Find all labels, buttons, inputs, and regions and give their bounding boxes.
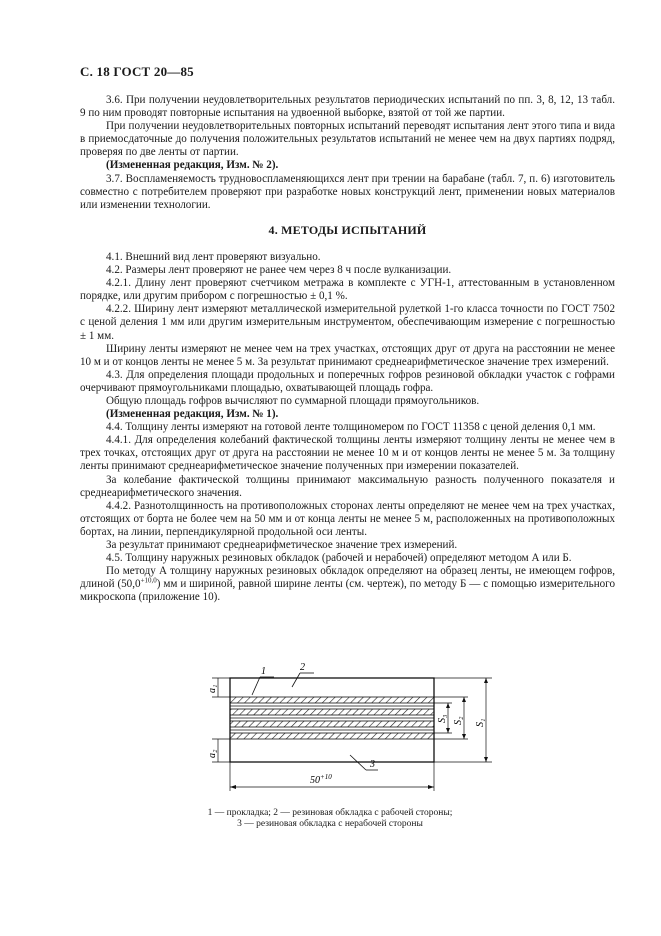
paragraph-3-7: 3.7. Воспламеняемость трудновоспламеняющихся лент при трении на барабане (табл. 7, п. 6) изготовитель совместно с потребителем проверяют при разработке новых конструкций лент, применении новых материалов или изменении технологии.	[80, 172, 615, 211]
paragraph-4-1: 4.1. Внешний вид лент проверяют визуально.	[106, 250, 321, 263]
dimension-a2: a₂	[207, 749, 218, 758]
dimension-length-tolerance: +10	[320, 773, 332, 781]
paragraph-3-6: 3.6. При получении неудовлетворительных результатов периодических испытаний по пп. 3, 8, 12, 13 табл. 9 по ним проводят повторные испытания на удвоенной выборке, взятой от той же партии.	[80, 94, 615, 120]
document-body	[80, 94, 615, 604]
section-title: 4. МЕТОДЫ ИСПЫТАНИЙ	[268, 222, 427, 237]
paragraph-3-6-continued: При получении неудовлетворительных повторных испытаний переводят испытания лент этого типа и вида в приемосдаточные до получения положительных результатов испытаний не менее чем на двух партиях подряд, проверяя по две ленты от партии.	[80, 120, 615, 159]
dimension-s3: S₃	[437, 714, 448, 723]
paragraph-4-3: 4.3. Для определения площади продольных и поперечных гофров резиновой обкладки участок с гофрами очерчивают прямоугольниками площадью, охватывающей площадь гофра.	[80, 368, 615, 394]
label-2: 2	[300, 662, 305, 673]
belt-outline	[230, 678, 434, 762]
amendment-note-2: (Измененная редакция, Изм. № 2).	[106, 159, 279, 172]
caption-line-1: 1 — прокладка; 2 — резиновая обкладка с рабочей стороны;	[207, 808, 453, 818]
length-tolerance: +10,0	[140, 576, 157, 585]
paragraph-4-5-method	[80, 565, 615, 604]
paragraph-4-2-1: 4.2.1. Длину лент проверяют счетчиком метража в комплекте с УГН-1, аттестованным в установленном порядке, или другим прибором с погрешностью ± 0,1 %.	[80, 277, 615, 303]
belt-cross-section-drawing	[200, 655, 500, 805]
ply-layer	[230, 709, 434, 715]
paragraph-4-4: 4.4. Толщину ленты измеряют на готовой ленте толщиномером по ГОСТ 11358 с ценой деления 0,1 мм.	[106, 421, 596, 434]
dimension-a1: a₁	[207, 684, 218, 693]
paragraph-4-2-2: 4.2.2. Ширину лент измеряют металлической измерительной рулеткой 1-го класса точности по ГОСТ 7502 с ценой деления 1 мм или другим измерительным инструментом, обеспечивающим измерение с погрешностью ± 1 мм.	[80, 303, 615, 342]
page-header: С. 18 ГОСТ 20—85	[80, 64, 194, 79]
belt-cross-section-figure	[200, 655, 500, 805]
paragraph-4-3-continued: Общую площадь гофров вычисляют по суммарной площади прямоугольников.	[106, 394, 480, 407]
label-3: 3	[370, 759, 375, 770]
amendment-note-1: (Измененная редакция, Изм. № 1).	[106, 408, 279, 421]
ply-layer	[230, 733, 434, 739]
method-text-end: ) мм и шириной, равной ширине ленты (см. чертеж), по методу Б — с помощью измерительного микроскопа (приложение 10).	[80, 578, 616, 604]
dimension-length	[310, 773, 332, 786]
label-1: 1	[261, 666, 266, 677]
paragraph-4-4-2-continued: За результат принимают среднеарифметическое значение трех измерений.	[106, 539, 458, 551]
figure-caption	[140, 808, 520, 830]
dimension-s1: S₁	[475, 718, 486, 727]
paragraph-4-2-2-continued: Ширину ленты измеряют не менее чем на трех участках, отстоящих друг от друга на расстоянии не менее 10 м и от концов ленты не менее 5 м. За результат принимают среднеарифметическое значение трех измерений.	[80, 342, 615, 368]
dimension-length-value: 50	[310, 775, 320, 786]
paragraph-4-2: 4.2. Размеры лент проверяют не ранее чем через 8 ч после вулканизации.	[106, 264, 452, 277]
paragraph-4-4-1-continued: За колебание фактической толщины принимают максимальную разность полученного показателя и среднеарифметического значения.	[80, 473, 615, 499]
dimension-s2: S₂	[453, 716, 464, 725]
paragraph-4-4-2: 4.4.2. Разнотолщинность на противоположных сторонах ленты определяют не менее чем на трех участках, отстоящих от борта не более чем на 50 мм и от конца ленты не менее 5 м, расположенных на противоположных бортах, на линии, перпендикулярной продольной оси ленты.	[80, 499, 615, 538]
ply-layer	[230, 697, 434, 703]
ply-layer	[230, 721, 434, 727]
paragraph-4-4-1: 4.4.1. Для определения колебаний фактической толщины ленты измеряют толщину ленты не менее чем в трех точках, отстоящих друг от друга на расстоянии не менее 10 м и от концов ленты не менее 5 м. За толщину ленты принимают среднеарифметическое значение полученных при измерении показателей.	[80, 434, 615, 473]
caption-line-2: 3 — резиновая обкладка с нерабочей стороны	[237, 819, 423, 829]
paragraph-4-5: 4.5. Толщину наружных резиновых обкладок (рабочей и нерабочей) определяют методом А или Б.	[106, 552, 572, 565]
method-text-start: По методу А толщину наружных резиновых обкладок определяют на образец ленты, не имеющем гофров, длиной (50,0	[80, 565, 615, 591]
